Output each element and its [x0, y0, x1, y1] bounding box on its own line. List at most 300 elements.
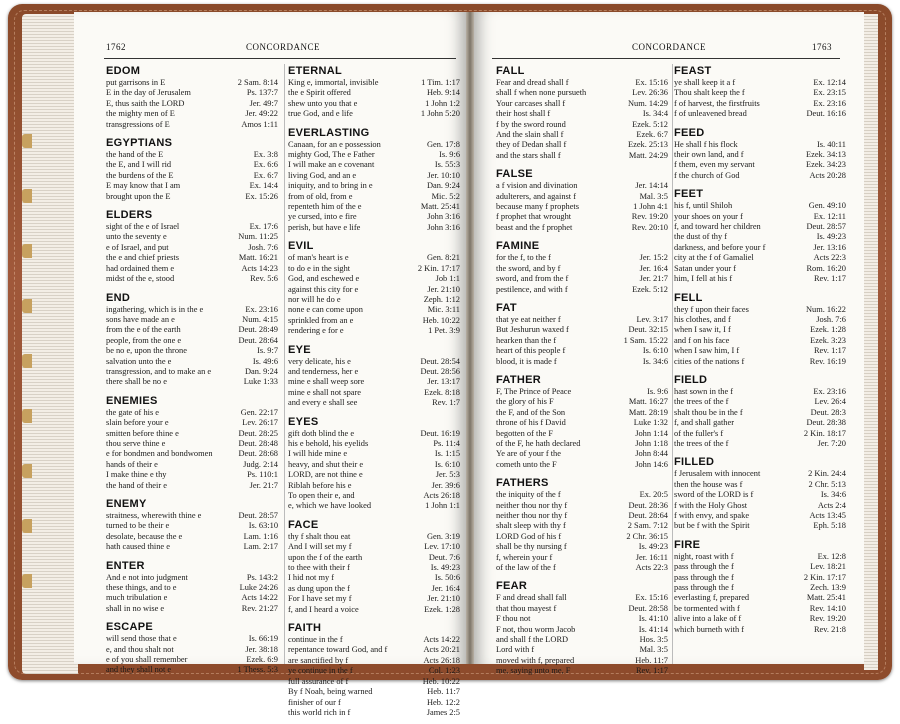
scripture-reference: Gen. 3:19	[426, 531, 460, 541]
scripture-reference: Deut. 28:36	[628, 500, 668, 510]
entry-line	[496, 88, 668, 98]
entry-headword: EYE	[288, 343, 311, 356]
scripture-reference: Heb. 10:22	[422, 315, 460, 325]
scripture-reference: Col. 1:23	[428, 666, 460, 676]
scripture-reference: Lam. 1:16	[243, 531, 278, 541]
scripture-reference: John 8:44	[635, 449, 668, 459]
context-phrase: sword of the LORD is f	[674, 490, 754, 500]
entry-line	[288, 367, 460, 377]
entry-line	[106, 418, 278, 428]
concordance-entry	[288, 239, 460, 336]
scripture-reference: Ezek. 1:28	[424, 604, 460, 614]
context-phrase: there shall be no e	[106, 377, 167, 387]
context-phrase: mine e shall weep sore	[288, 377, 365, 387]
entry-line	[496, 593, 668, 603]
context-phrase: I make thine e thy	[106, 470, 167, 480]
scripture-reference: Acts 14:23	[241, 263, 278, 273]
scripture-reference: Ex. 23:16	[813, 98, 846, 108]
context-phrase: then the house was f	[674, 479, 743, 489]
entry-line	[106, 243, 278, 253]
thumb-index-tab	[22, 134, 32, 148]
entry-headword: FIRE	[674, 538, 701, 551]
entry-line	[496, 223, 668, 233]
scripture-reference: Eph. 5:18	[813, 521, 846, 531]
context-phrase: f the church of God	[674, 170, 740, 180]
concordance-entry	[288, 126, 460, 234]
entry-line	[496, 511, 668, 521]
scripture-reference: Ezek. 25:13	[627, 140, 668, 150]
scripture-reference: Deut. 28:49	[238, 325, 278, 335]
entry-line	[106, 470, 278, 480]
entry-line	[106, 181, 278, 191]
scripture-reference: 2 Kin. 17:17	[803, 572, 846, 582]
scripture-reference: Deut. 28:3	[810, 407, 846, 417]
context-phrase: Ye are of your f the	[496, 449, 561, 459]
context-phrase: hath caused thine e	[106, 542, 170, 552]
entry-line	[288, 460, 460, 470]
concordance-entry	[496, 167, 668, 233]
context-phrase: F thou not	[496, 614, 531, 624]
scripture-reference: 2 Chr. 36:15	[626, 531, 668, 541]
scripture-reference: Josh. 7:6	[816, 314, 846, 324]
context-phrase: to do e in the sight	[288, 263, 351, 273]
scripture-reference: Lam. 2:17	[243, 542, 278, 552]
context-phrase: To open their e, and	[288, 491, 355, 500]
entry-headword: FEAST	[674, 65, 712, 77]
context-phrase: perish, but have e life	[288, 222, 361, 232]
context-phrase: transgressions of E	[106, 119, 170, 129]
entry-line	[106, 367, 278, 377]
entry-headword: FACE	[288, 518, 319, 531]
scripture-reference: 2 Chr. 5:13	[808, 479, 846, 489]
entry-line	[496, 408, 668, 418]
scripture-reference: Gen. 17:8	[426, 139, 460, 149]
context-phrase: the dust of thy f	[674, 232, 728, 242]
scripture-reference: Jer. 16:4	[639, 263, 668, 273]
entry-line	[496, 501, 668, 511]
entry-line	[106, 160, 278, 170]
scripture-reference: Jer. 14:14	[635, 181, 668, 191]
scripture-reference: Jer. 10:10	[427, 170, 460, 180]
context-phrase: that thou mayest f	[496, 603, 557, 613]
entry-line	[496, 274, 668, 284]
concordance-entry	[674, 126, 846, 182]
concordance-entry	[288, 415, 460, 512]
context-phrase: f by the sword round	[496, 119, 566, 129]
scripture-reference: Heb. 10:22	[422, 676, 460, 686]
context-phrase: the sword, and by f	[496, 263, 561, 273]
scripture-reference: Ezek. 6:9	[246, 655, 278, 665]
entry-line	[106, 429, 278, 439]
entry-line	[288, 305, 460, 315]
scripture-reference: Deut. 28:25	[238, 428, 278, 438]
context-phrase: ye shall keep it a f	[674, 78, 736, 87]
context-phrase: and every e shall see	[288, 398, 358, 408]
context-phrase: his e behold, his eyelids	[288, 438, 369, 448]
context-phrase: be no e, upon the throne	[106, 346, 187, 356]
context-phrase: I will make an e covenant	[288, 160, 375, 170]
context-phrase: sword, and from the f	[496, 274, 569, 284]
entry-line	[496, 532, 668, 542]
entry-headword: EVIL	[288, 240, 314, 253]
context-phrase: shew unto you that e	[288, 98, 358, 108]
entry-line	[288, 274, 460, 284]
scripture-reference: Rev. 1:17	[813, 346, 846, 356]
context-phrase: Thou shalt keep the f	[674, 88, 745, 98]
entry-headword: ESCAPE	[106, 621, 154, 634]
scripture-reference: Matt. 25:41	[806, 593, 846, 603]
scripture-reference: Lev. 18:21	[810, 562, 846, 572]
entry-line	[674, 232, 846, 242]
entry-line	[674, 573, 846, 583]
concordance-entry	[106, 620, 278, 676]
entry-line	[674, 397, 846, 407]
entry-line	[674, 490, 846, 500]
entry-line	[496, 325, 668, 335]
context-phrase: they of Dedan shall f	[496, 140, 567, 150]
context-phrase: F, The Prince of Peace	[496, 386, 572, 396]
scripture-reference: Ex. 3:8	[253, 150, 278, 160]
scripture-reference: Ex. 6:6	[253, 160, 278, 170]
concordance-entry	[106, 64, 278, 130]
entry-line	[496, 109, 668, 119]
context-phrase: Canaan, for an e possession	[288, 139, 381, 149]
entry-line	[674, 150, 846, 160]
scripture-reference: Acts 14:22	[241, 593, 278, 603]
concordance-entry	[674, 455, 846, 531]
context-phrase: much tribulation e	[106, 593, 168, 603]
context-phrase: f, and toward her children	[674, 222, 761, 232]
entry-line	[496, 666, 668, 676]
entry-headword: EDOM	[106, 65, 141, 77]
scripture-reference: Lev. 17:10	[424, 542, 460, 552]
context-phrase: the glory of his F	[496, 397, 554, 407]
entry-headword: ENEMIES	[106, 394, 158, 407]
entry-line	[288, 666, 460, 676]
concordance-entry	[288, 621, 460, 718]
scripture-reference: Lev. 26:17	[242, 418, 278, 428]
column	[288, 64, 460, 724]
context-phrase: beast and the f prophet	[496, 222, 573, 232]
scripture-reference: Heb. 9:14	[426, 88, 460, 98]
scripture-reference: Ex. 15:16	[635, 593, 668, 603]
context-phrase: him, I fell at his f	[674, 274, 733, 284]
entry-line	[288, 202, 460, 212]
scripture-reference: Matt. 16:27	[628, 397, 668, 407]
scripture-reference: Acts 22:3	[635, 563, 668, 573]
scripture-reference: Rev. 14:10	[809, 603, 846, 613]
entry-line	[674, 325, 846, 335]
entry-line	[288, 491, 460, 501]
scripture-reference: Ezek. 5:12	[632, 284, 668, 294]
context-phrase: pestilence, and with f	[496, 284, 568, 294]
column	[496, 64, 668, 683]
entry-line	[674, 439, 846, 449]
context-phrase: the e and chief priests	[106, 253, 180, 263]
context-phrase: sprinkled from an e	[288, 315, 354, 325]
entry-line	[106, 439, 278, 449]
entry-line	[106, 192, 278, 202]
entry-line	[288, 532, 460, 542]
context-phrase: none e can come upon	[288, 305, 363, 315]
context-phrase: By f Noah, being warned	[288, 687, 373, 697]
context-phrase: put garrisons in E	[106, 78, 166, 87]
book-gutter	[466, 12, 474, 664]
context-phrase: his f, until Shiloh	[674, 201, 733, 211]
scripture-reference: Ex. 15:16	[635, 78, 668, 87]
header-rule	[104, 58, 456, 59]
context-phrase: night, roast with f	[674, 551, 734, 561]
context-phrase: King e, immortal, invisible	[288, 78, 379, 87]
scripture-reference: Zech. 13:9	[810, 583, 846, 593]
thumb-index-tab	[22, 464, 32, 478]
context-phrase: smitten before thine e	[106, 428, 179, 438]
scripture-reference: Rev. 19:20	[631, 212, 668, 222]
scripture-reference: Acts 26:18	[423, 655, 460, 665]
context-phrase: when I saw him, I f	[674, 346, 740, 356]
entry-line	[288, 470, 460, 480]
context-phrase: that ye eat neither f	[496, 314, 561, 324]
entry-line	[496, 130, 668, 140]
entry-line	[106, 171, 278, 181]
scripture-reference: Matt. 25:41	[420, 202, 460, 212]
scripture-reference: Rev. 1:7	[432, 398, 460, 408]
context-phrase: transgression, and to make an e	[106, 366, 212, 376]
context-phrase: the e Spirit offered	[288, 88, 351, 98]
entry-line	[496, 285, 668, 295]
entry-line	[288, 645, 460, 655]
entry-line	[288, 481, 460, 491]
scripture-reference: Ex. 23:16	[813, 386, 846, 396]
context-phrase: their host shall f	[496, 109, 551, 119]
scripture-reference: Acts 26:18	[423, 491, 460, 500]
context-phrase: and the stars shall f	[496, 150, 561, 160]
context-phrase: and they shall not e	[106, 665, 172, 675]
column-divider	[672, 64, 673, 664]
concordance-entry	[106, 497, 278, 553]
context-phrase: but be f with the Spirit	[674, 521, 750, 531]
entry-line	[496, 181, 668, 191]
scripture-reference: Is. 49:6	[252, 356, 278, 366]
entry-line	[288, 677, 460, 687]
context-phrase: cities of the nations f	[674, 356, 745, 366]
entry-line	[288, 584, 460, 594]
entry-line	[106, 315, 278, 325]
entry-line	[674, 521, 846, 531]
scripture-reference: Ex. 6:7	[253, 170, 278, 180]
scripture-reference: Acts 14:22	[423, 635, 460, 645]
entry-line	[496, 645, 668, 655]
scripture-reference: Deut. 28:57	[238, 511, 278, 520]
context-phrase: slain before your e	[106, 418, 169, 428]
entry-line	[106, 583, 278, 593]
scripture-reference: Num. 14:29	[627, 98, 668, 108]
context-phrase: from of old, from e	[288, 191, 353, 201]
entry-line	[496, 78, 668, 88]
entry-line	[288, 88, 460, 98]
entry-line	[106, 645, 278, 655]
scripture-reference: Jer. 13:17	[427, 377, 460, 387]
context-phrase: as dung upon the f	[288, 583, 350, 593]
entry-line	[674, 201, 846, 211]
entry-line	[106, 109, 278, 119]
context-phrase: midst of the e, stood	[106, 274, 175, 284]
scripture-reference: Deut. 28:48	[238, 438, 278, 448]
scripture-reference: Job 1:1	[435, 274, 460, 284]
context-phrase: He shall f his flock	[674, 139, 738, 149]
scripture-reference: Rev. 21:8	[813, 624, 846, 634]
context-phrase: and f on his face	[674, 335, 730, 345]
concordance-entry	[674, 64, 846, 120]
entry-line	[496, 625, 668, 635]
entry-line	[674, 99, 846, 109]
entry-line	[106, 99, 278, 109]
scripture-reference: 2 Sam. 8:14	[237, 78, 278, 87]
entry-line	[106, 78, 278, 88]
context-phrase: hearken than the f	[496, 335, 557, 345]
scripture-reference: Ex. 12:14	[813, 78, 846, 87]
context-phrase: And e not into judgment	[106, 572, 188, 582]
scripture-reference: Num. 11:25	[238, 232, 278, 242]
context-phrase: of man's heart is e	[288, 253, 349, 263]
entry-line	[106, 408, 278, 418]
context-phrase: because many f prophets	[496, 202, 580, 212]
concordance-entry	[674, 291, 846, 367]
entry-line	[288, 398, 460, 408]
scripture-reference: Ps. 11:4	[433, 438, 460, 448]
thumb-index-tab	[22, 519, 32, 533]
entry-line	[106, 593, 278, 603]
entry-line	[106, 150, 278, 160]
scripture-reference: Acts 20:21	[423, 645, 460, 655]
scripture-reference: Is. 34:6	[820, 490, 846, 500]
scripture-reference: Ex. 14:4	[249, 181, 278, 191]
scripture-reference: Rev. 20:10	[631, 222, 668, 232]
scripture-reference: Deut. 28:38	[806, 418, 846, 428]
entry-headword: FILLED	[674, 456, 715, 469]
entry-line	[674, 222, 846, 232]
scripture-reference: Dan. 9:24	[244, 366, 278, 376]
thumb-index-tab	[22, 299, 32, 313]
context-phrase: of the F, he hath declared	[496, 438, 581, 448]
context-phrase: shall in no wise e	[106, 603, 165, 613]
entry-line	[496, 460, 668, 470]
entry-line	[288, 656, 460, 666]
context-phrase: which burneth with f	[674, 624, 745, 634]
scripture-reference: Is. 6:10	[434, 459, 460, 469]
context-phrase: of the law of the f	[496, 563, 556, 573]
scripture-reference: Deut. 32:15	[628, 325, 668, 335]
entry-headword: ELDERS	[106, 209, 153, 222]
concordance-entry	[496, 476, 668, 573]
entry-line	[106, 325, 278, 335]
context-phrase: shalt sleep with thy f	[496, 521, 566, 531]
context-phrase: thou serve thine e	[106, 438, 166, 448]
context-phrase: f prophet that wrought	[496, 212, 572, 222]
scripture-reference: Gen. 8:21	[426, 253, 460, 263]
entry-line	[288, 635, 460, 645]
entry-line	[496, 99, 668, 109]
entry-line	[106, 264, 278, 274]
entry-line	[496, 542, 668, 552]
context-phrase: living God, and an e	[288, 170, 357, 180]
scripture-reference: Acts 20:28	[809, 170, 846, 180]
entry-line	[674, 625, 846, 635]
entry-line	[674, 511, 846, 521]
scripture-reference: Is. 55:3	[434, 160, 460, 170]
entry-line	[288, 140, 460, 150]
entry-line	[288, 109, 460, 119]
entry-line	[496, 151, 668, 161]
context-phrase: E, thus saith the LORD	[106, 98, 185, 108]
scripture-reference: Ezek. 1:28	[810, 325, 846, 335]
entry-headword: FALSE	[496, 168, 533, 181]
entry-line	[288, 295, 460, 305]
context-phrase: heavy, and shut their e	[288, 459, 364, 469]
concordance-entry	[496, 239, 668, 295]
context-phrase: be tormented with f	[674, 603, 740, 613]
scripture-reference: Ezek. 6:7	[636, 130, 668, 140]
entry-headword: FATHER	[496, 373, 541, 386]
concordance-entry	[106, 291, 278, 388]
entry-line	[288, 698, 460, 708]
scripture-reference: Jer. 7:20	[817, 438, 846, 448]
scripture-reference: Matt. 16:21	[238, 253, 278, 263]
context-phrase: the mighty men of E	[106, 109, 175, 119]
scripture-reference: Is. 41:10	[638, 614, 668, 624]
context-phrase: sons have made an e	[106, 314, 175, 324]
entry-line	[106, 449, 278, 459]
context-phrase: But Jeshurun waxed f	[496, 325, 569, 335]
scripture-reference: Jer. 16:11	[635, 552, 668, 562]
entry-line	[106, 222, 278, 232]
scripture-reference: Mal. 3:5	[639, 645, 668, 655]
entry-line	[496, 439, 668, 449]
entry-line	[496, 418, 668, 428]
thumb-index-tab	[22, 244, 32, 258]
entry-line	[106, 377, 278, 387]
scripture-reference: Is. 66:19	[248, 634, 278, 644]
scripture-reference: Ps. 110:1	[247, 470, 278, 480]
context-phrase: turned to be their e	[106, 521, 170, 531]
scripture-reference: Is. 1:15	[434, 449, 460, 459]
entry-line	[496, 490, 668, 500]
context-phrase: people, from the one e	[106, 335, 182, 345]
column	[106, 64, 278, 682]
entry-line	[496, 253, 668, 263]
context-phrase: And the slain shall f	[496, 130, 564, 140]
context-phrase: are sanctified by f	[288, 655, 349, 665]
context-phrase: the F, and of the Son	[496, 407, 566, 417]
entry-headword: FIELD	[674, 373, 708, 386]
running-header: CONCORDANCE	[246, 42, 321, 52]
context-phrase: brought upon the E	[106, 191, 171, 201]
context-phrase: to thee with their f	[288, 563, 350, 573]
entry-line	[106, 232, 278, 242]
context-phrase: city at the f of Gamaliel	[674, 253, 754, 263]
entry-line	[674, 212, 846, 222]
concordance-entry	[496, 579, 668, 676]
thumb-index-tab	[22, 354, 32, 368]
context-phrase: heart of this people f	[496, 346, 566, 356]
entry-line	[674, 387, 846, 397]
scripture-reference: 1 John 4:1	[633, 202, 668, 212]
entry-line	[106, 253, 278, 263]
entry-line	[106, 336, 278, 346]
entry-line	[674, 604, 846, 614]
context-phrase: f, and I heard a voice	[288, 604, 359, 614]
entry-line	[288, 171, 460, 181]
